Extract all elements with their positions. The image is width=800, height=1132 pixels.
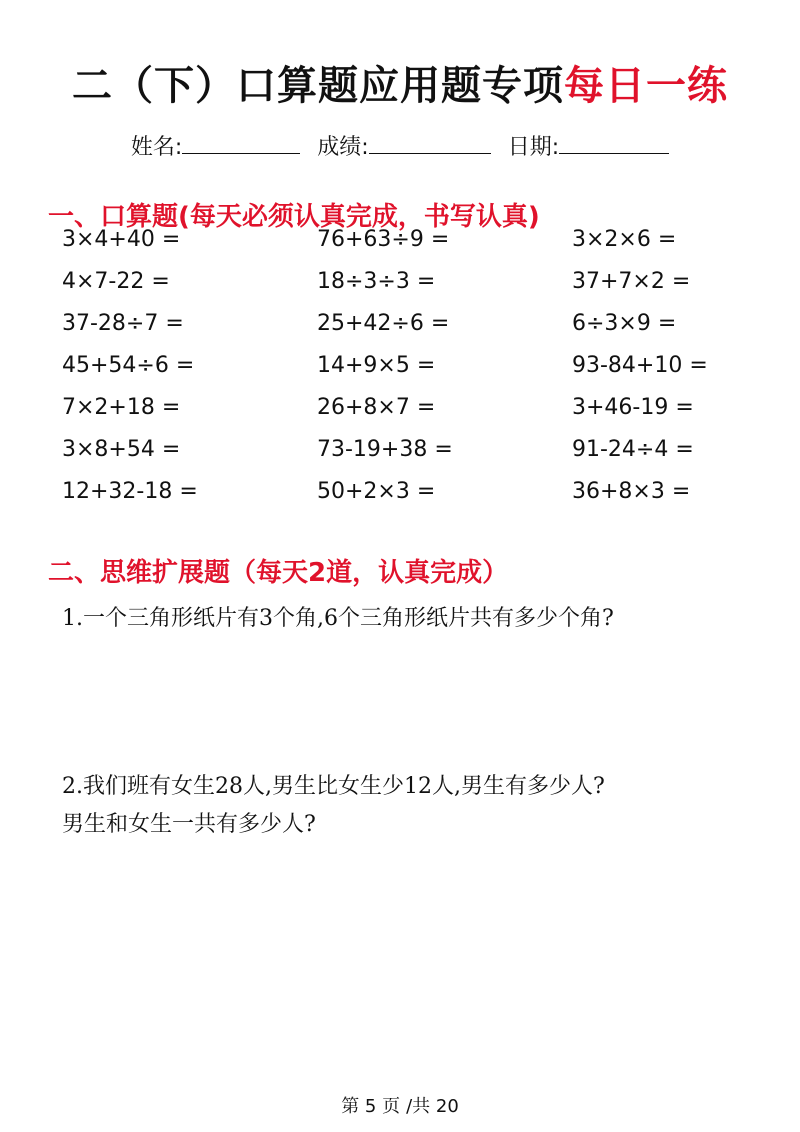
math-problem: 76+63÷9 = [317,226,450,252]
question-2-line-2: 男生和女生一共有多少人? [62,812,316,837]
date-blank[interactable] [559,133,669,154]
page-footer [0,1092,800,1118]
date-label: 日期: [507,135,560,160]
mental-math-grid [62,218,762,512]
math-problem: 18÷3÷3 = [317,268,436,294]
student-info-row [0,130,800,161]
math-problem: 37-28÷7 = [62,310,184,336]
math-problem: 12+32-18 = [62,478,198,504]
title-main: 二（下）口算题应用题专项 [72,63,564,109]
math-problem: 26+8×7 = [317,394,436,420]
page-title [0,54,800,111]
math-problem: 3+46-19 = [572,394,694,420]
math-problem: 7×2+18 = [62,394,181,420]
question-1: 1.一个三角形纸片有3个角,6个三角形纸片共有多少个角? [62,606,614,631]
math-problem: 73-19+38 = [317,436,453,462]
page-total: /共 20 [406,1096,459,1117]
math-problem: 37+7×2 = [572,268,691,294]
question-2 [62,768,772,844]
math-problem: 3×4+40 = [62,226,181,252]
title-highlight: 每日一练 [564,63,728,109]
name-label: 姓名: [130,135,183,160]
question-2-line-1: 2.我们班有女生28人,男生比女生少12人,男生有多少人? [62,774,605,799]
math-problem: 93-84+10 = [572,352,708,378]
page-number: 第 5 页 [341,1096,401,1117]
math-problem: 14+9×5 = [317,352,436,378]
name-blank[interactable] [182,133,300,154]
math-problem: 3×8+54 = [62,436,181,462]
math-problem: 36+8×3 = [572,478,691,504]
section-1-title: 一、口算题(每天必须认真完成，书写认真) [48,202,540,232]
math-problem: 6÷3×9 = [572,310,677,336]
section-2-title: 二、思维扩展题（每天2道，认真完成） [48,558,509,588]
math-problem: 91-24÷4 = [572,436,694,462]
score-blank[interactable] [369,133,491,154]
math-problem: 4×7-22 = [62,268,170,294]
math-problem: 3×2×6 = [572,226,677,252]
math-problem: 50+2×3 = [317,478,436,504]
math-problem: 25+42÷6 = [317,310,450,336]
math-problem: 45+54÷6 = [62,352,195,378]
score-label: 成绩: [317,135,369,160]
